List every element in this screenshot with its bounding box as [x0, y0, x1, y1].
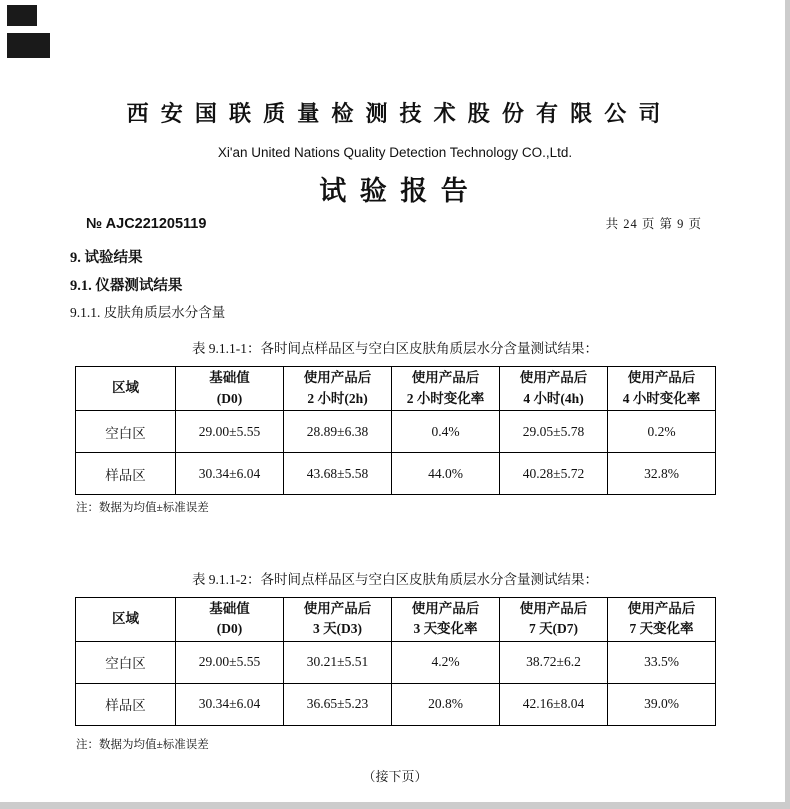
- cell-value: 4.2%: [392, 641, 500, 683]
- company-name-en: Xi'an United Nations Quality Detection Technology CO.,Ltd.: [217, 144, 573, 160]
- section-heading-instrument: 9.1. 仪器测试结果: [70, 278, 183, 295]
- cell-value: 39.0%: [608, 683, 716, 725]
- cell-value: 30.34±6.04: [176, 683, 284, 725]
- header-cell-after-4h-rate: 使用产品后 4 小时变化率: [608, 367, 716, 411]
- header-cell-after-2h-rate: 使用产品后 2 小时变化率: [392, 367, 500, 411]
- table-2-caption: 表 9.1.1-2：各时间点样品区与空白区皮肤角质层水分含量测试结果：: [191, 572, 599, 588]
- cell-value: 32.8%: [608, 453, 716, 495]
- cell-value: 36.65±5.23: [284, 683, 392, 725]
- table-header-row: [76, 367, 716, 411]
- cell-value: 30.34±6.04: [176, 453, 284, 495]
- cell-value: 28.89±6.38: [284, 411, 392, 453]
- table-1-note: 注：数据为均值±标准误差: [76, 502, 209, 515]
- cell-value: 29.05±5.78: [500, 411, 608, 453]
- report-meta-row: [70, 214, 720, 232]
- header-cell-after-4h: 使用产品后 4 小时(4h): [500, 367, 608, 411]
- table-header-row: [76, 597, 716, 641]
- results-table-1: [75, 366, 716, 495]
- cell-value: 0.2%: [608, 411, 716, 453]
- header-cell-after-7d: 使用产品后 7 天(D7): [500, 597, 608, 641]
- header-cell-baseline: 基础值 (D0): [176, 367, 284, 411]
- header-cell-after-3d-rate: 使用产品后 3 天变化率: [392, 597, 500, 641]
- table-row-sample-area: [76, 683, 716, 725]
- cell-value: 40.28±5.72: [500, 453, 608, 495]
- section-heading-moisture: 9.1.1. 皮肤角质层水分含量: [70, 305, 226, 321]
- table-row-blank-area: [76, 641, 716, 683]
- results-table-2: [75, 597, 716, 726]
- cell-value: 42.16±8.04: [500, 683, 608, 725]
- cell-value: 43.68±5.58: [284, 453, 392, 495]
- cell-value: 20.8%: [392, 683, 500, 725]
- continued-next-page: （接下页）: [362, 768, 428, 784]
- cell-value: 29.00±5.55: [176, 411, 284, 453]
- table-1-caption: 表 9.1.1-1：各时间点样品区与空白区皮肤角质层水分含量测试结果：: [191, 341, 599, 357]
- cell-region: 样品区: [76, 683, 176, 725]
- section-heading-results: 9. 试验结果: [70, 250, 143, 267]
- header-cell-region: 区域: [76, 367, 176, 411]
- cell-value: 29.00±5.55: [176, 641, 284, 683]
- cell-value: 0.4%: [392, 411, 500, 453]
- header-cell-after-7d-rate: 使用产品后 7 天变化率: [608, 597, 716, 641]
- cell-region: 样品区: [76, 453, 176, 495]
- page-number-info: 共 24 页 第 9 页: [605, 217, 702, 232]
- cell-value: 44.0%: [392, 453, 500, 495]
- table-row-sample-area: [76, 453, 716, 495]
- company-name-cn: 西 安 国 联 质 量 检 测 技 术 股 份 有 限 公 司: [126, 101, 664, 126]
- table-row-blank-area: [76, 411, 716, 453]
- report-number: № AJC221205119: [86, 216, 207, 233]
- table-2-note: 注：数据为均值±标准误差: [76, 738, 209, 751]
- header-cell-after-3d: 使用产品后 3 天(D3): [284, 597, 392, 641]
- cell-value: 33.5%: [608, 641, 716, 683]
- header-cell-baseline: 基础值 (D0): [176, 597, 284, 641]
- header-cell-region: 区域: [76, 597, 176, 641]
- report-title: 试 验 报 告: [319, 175, 471, 206]
- cell-region: 空白区: [76, 411, 176, 453]
- cell-value: 30.21±5.51: [284, 641, 392, 683]
- cell-region: 空白区: [76, 641, 176, 683]
- header-cell-after-2h: 使用产品后 2 小时(2h): [284, 367, 392, 411]
- cell-value: 38.72±6.2: [500, 641, 608, 683]
